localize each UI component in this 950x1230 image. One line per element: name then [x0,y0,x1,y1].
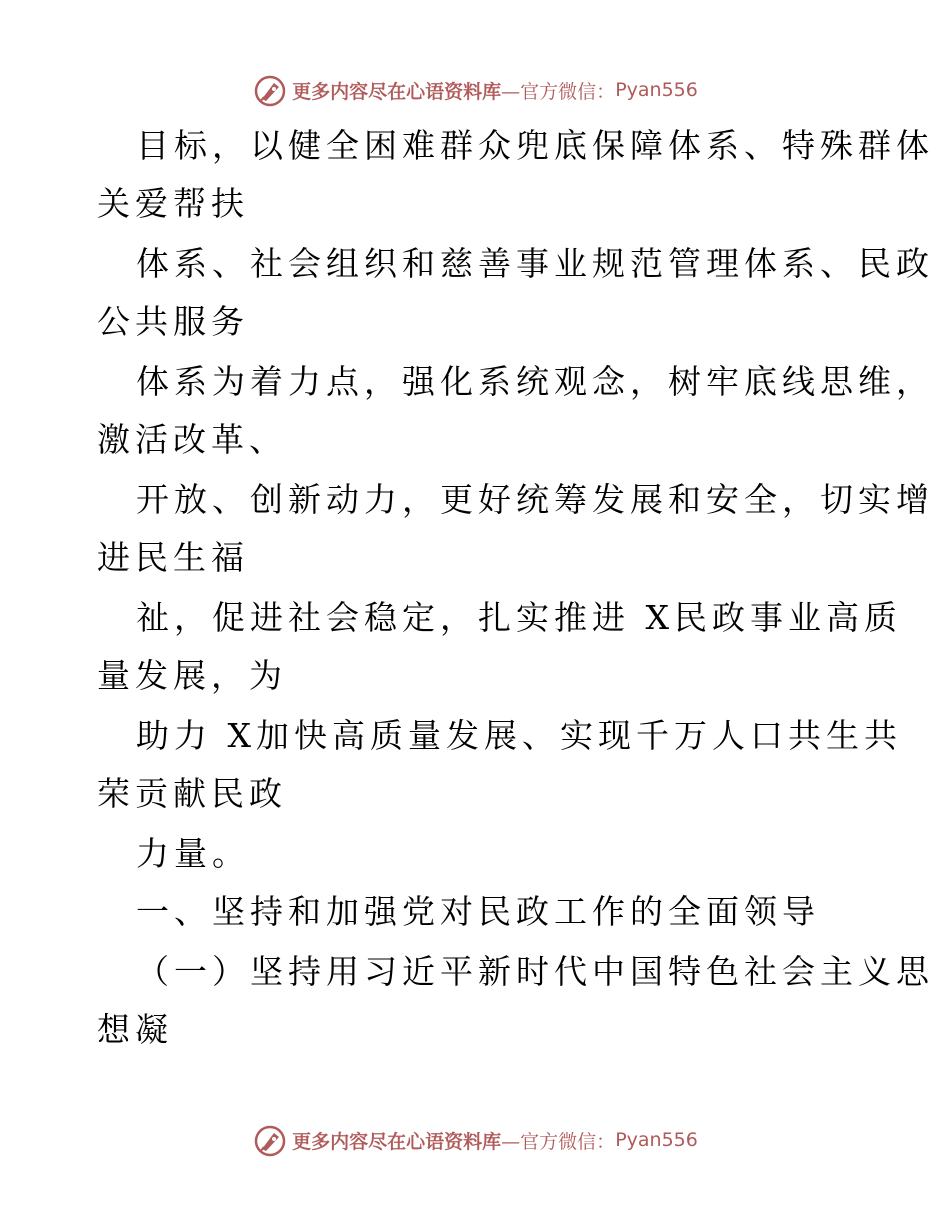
section-heading: 一、坚持和加强党对民政工作的全面领导 [136,892,820,931]
text-line: 助力 X加快高质量发展、实现千万人口共生共 [136,716,902,755]
text-line: 量发展，为 [97,656,287,695]
pen-nib-logo-icon [252,72,288,108]
text-line: 目标，以健全困难群众兜底保障体系、特殊群体 [136,126,934,165]
text-line: 体系、社会组织和慈善事业规范管理体系、民政 [136,244,934,283]
watermark-brand: 更多内容尽在心语资料库 [292,80,502,103]
subsection-heading: （一）坚持用习近平新时代中国特色社会主义思 [136,952,934,991]
text-line: 关爱帮扶 [97,184,249,223]
header-watermark [0,70,950,110]
text-line: 想凝 [97,1010,173,1049]
text-line: 进民生福 [97,538,249,577]
text-line: 体系为着力点，强化系统观念，树牢底线思维， [136,362,934,401]
footer-watermark [0,1120,950,1160]
text-line: 力量。 [136,834,250,873]
watermark-wechat-id: Pyan556 [615,1129,698,1151]
text-line: 祉，促进社会稳定，扎实推进 X民政事业高质 [136,598,902,637]
watermark-contact-label: —官方微信： [501,80,616,103]
watermark-wechat-id: Pyan556 [615,79,698,101]
text-line: 开放、创新动力，更好统筹发展和安全，切实增 [136,480,934,519]
text-line: 激活改革、 [97,420,287,459]
watermark-contact-label: —官方微信： [501,1130,616,1153]
pen-nib-logo-icon [252,1122,288,1158]
text-line: 公共服务 [97,302,249,341]
text-line: 荣贡献民政 [97,774,287,813]
watermark-brand: 更多内容尽在心语资料库 [292,1130,502,1153]
